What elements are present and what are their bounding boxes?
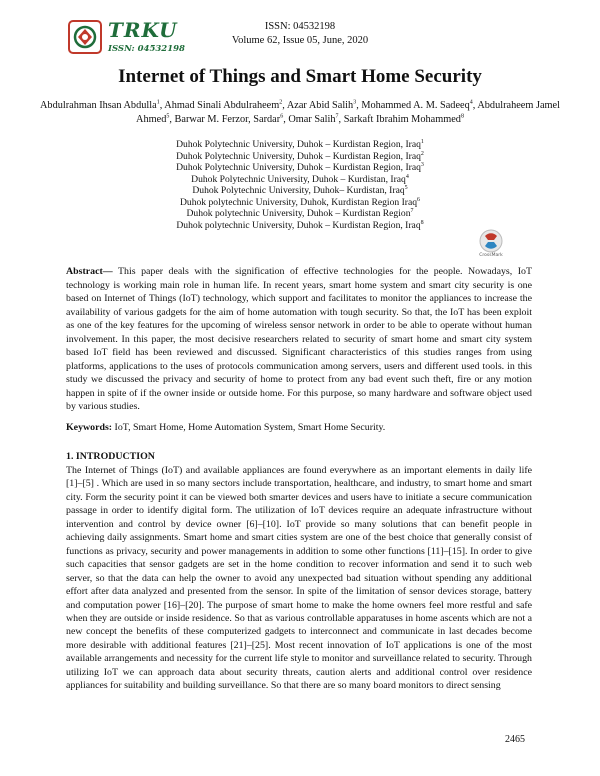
author-name: Abdulraheem Jamel Ahmed <box>136 100 560 125</box>
affiliation-line <box>0 185 600 197</box>
author-separator: , <box>169 114 175 125</box>
author-affiliation-marker: 1 <box>156 99 160 106</box>
affiliation-marker: 4 <box>405 173 409 180</box>
introduction-paragraph: The Internet of Things (IoT) and available appliances are found everywhere as an important elements in daily life [1]–[5] . Which are used in so many sectors include transportation, healthcare, and industry, to smart home and smart city. Form the security point it can be viewed both smarter devices and users have to initiate a secure communication passage in order to identify digital form. The utilization of IoT devices require an adequate infrastructure without intervention and control by device owner [6]–[10]. IoT provide so many solutions that can benefit people in achieving daily assignments. Smart home and smart cities system are one of the best choice that generally consist of functions as privacy, security and power managements in addition to some other functions [11]–[15]. In order to give such capacities that sensor gadgets are set in the home condition to recover information and send it to such web server, so that the data can help the owner to avoid any unexpected bad situation without spending any additional effort after data analyzed and presented from the sensor. In spite of the limitation of sensor devices storage, battery and computation power [16]–[20]. The purpose of smart home to make the home owners feel more restful and safe when they are outside or inside residence. So that as various controllable apparatuses in home ascents which are not a new concept the benefits of these computerized gadgets to interconnect and communicate in last decades become more desirable with additional features [21]–[25]. Most recent innovation of IoT applications is one of the most available arrangements and necessity for the current life style to monitor and surveillance related to security. Through utilizing IoT we can approach data about security threats, caution alerts and additional control over residence appliances for suitability and building surveillance. So that there are so many board monitors to direct sensing <box>66 465 532 692</box>
affiliation-marker: 3 <box>420 161 424 168</box>
abstract <box>66 265 532 414</box>
author-separator: , <box>159 100 165 111</box>
author-affiliation-marker: 8 <box>460 113 464 120</box>
abstract-text: This paper deals with the signification of effective technologies for the people. Nowadays, IoT technology is working main role in human life. In recent years, smart home system and smart city security is one based on Internet of Things (IoT) technology, which support and facilitates to monitor the appliances to increase the availability of various gadgets for the aim of home automation with tough security. So that, the IoT has been exploit as one of the key features for the upcoming of wireless sensor network in order to be able to operate without human involvement. In this paper, the most decisive researchers related to security of smart home and smart city system based IoT field has been reviewed and discussed. Significant characteristics of this studies ranges from using platforms, applications to the uses of protocols communication among servers, users and different used tools. in this study we discussed the privacy and security of home to protect from any bad event such theft, fire or any motion happen in spite of if the owner inside or outside home. For this purpose, so many hardware and software object used by various studies. <box>66 266 532 412</box>
paper-title: Internet of Things and Smart Home Security <box>118 66 482 87</box>
affiliation-text: Duhok Polytechnic University, Duhok – Kurdistan, Iraq <box>191 173 406 185</box>
author-separator: , <box>283 114 289 125</box>
author-separator: , <box>356 100 362 111</box>
author-name: Omar Salih <box>288 114 336 125</box>
journal-issn: ISSN: 04532198 <box>264 21 336 32</box>
author-separator: , <box>338 114 344 125</box>
keywords-text: IoT, Smart Home, Home Automation System, Smart Home Security. <box>112 422 386 433</box>
author-list <box>40 99 560 127</box>
author-affiliation-marker: 6 <box>280 113 284 120</box>
crossmark-label: CrossMark <box>479 253 503 258</box>
affiliation-text: Duhok polytechnic University, Duhok – Kurdistan Region <box>186 208 411 219</box>
author-separator: , <box>282 100 287 111</box>
affiliation-line <box>0 139 600 151</box>
author-affiliation-marker: 5 <box>166 113 170 120</box>
affiliation-marker: 6 <box>417 196 421 203</box>
affiliation-text: Duhok polytechnic University, Duhok, Kurdistan Region Iraq <box>179 196 418 208</box>
affiliation-text: Duhok polytechnic University, Duhok – Kurdistan Region, Iraq <box>176 219 421 231</box>
keywords-label: Keywords: <box>66 422 113 433</box>
author-name: Abdulrahman Ihsan Abdulla <box>40 100 157 111</box>
keywords <box>66 422 532 433</box>
author-name: Sarkaft Ibrahim Mohammed <box>343 114 461 125</box>
author-separator: , <box>472 100 478 111</box>
author-name: Ahmad Sinali Abdulraheem <box>164 100 280 111</box>
affiliation-line <box>0 197 600 209</box>
author-name: Azar Abid Salih <box>286 100 354 111</box>
affiliation-marker: 1 <box>420 138 424 145</box>
affiliation-text: Duhok Polytechnic University, Duhok – Kurdistan Region, Iraq <box>176 162 421 173</box>
page-number: 2465 <box>505 734 525 745</box>
affiliation-text: Duhok Polytechnic University, Duhok– Kurdistan, Iraq <box>192 185 405 196</box>
author-affiliation-marker: 4 <box>469 99 473 106</box>
affiliation-marker: 8 <box>420 219 424 226</box>
journal-logo-text: TRKU <box>108 18 178 42</box>
abstract-label: Abstract— <box>66 266 113 277</box>
author-name: Mohammed A. M. Sadeeq <box>361 100 470 111</box>
journal-volume: Volume 62, Issue 05, June, 2020 <box>231 35 369 46</box>
affiliation-list <box>0 139 600 231</box>
affiliation-line <box>0 162 600 174</box>
author-affiliation-marker: 7 <box>335 113 339 120</box>
affiliation-text: Duhok Polytechnic University, Duhok – Kurdistan Region, Iraq <box>176 150 421 162</box>
affiliation-line <box>0 208 600 220</box>
journal-logo-issn: ISSN: 04532198 <box>108 44 185 54</box>
crossmark-icon <box>476 228 506 254</box>
affiliation-line <box>0 151 600 163</box>
author-affiliation-marker: 3 <box>353 99 357 106</box>
affiliation-text: Duhok Polytechnic University, Duhok – Kurdistan Region, Iraq <box>176 139 421 150</box>
author-name: Barwar M. Ferzor, Sardar <box>174 114 281 125</box>
affiliation-line <box>0 174 600 186</box>
crossmark-badge[interactable] <box>476 228 506 262</box>
section-heading-introduction: 1. INTRODUCTION <box>66 451 155 462</box>
author-affiliation-marker: 2 <box>279 99 283 106</box>
affiliation-marker: 2 <box>420 150 424 157</box>
affiliation-marker: 5 <box>404 184 408 191</box>
affiliation-line <box>0 220 600 232</box>
affiliation-marker: 7 <box>410 207 414 214</box>
